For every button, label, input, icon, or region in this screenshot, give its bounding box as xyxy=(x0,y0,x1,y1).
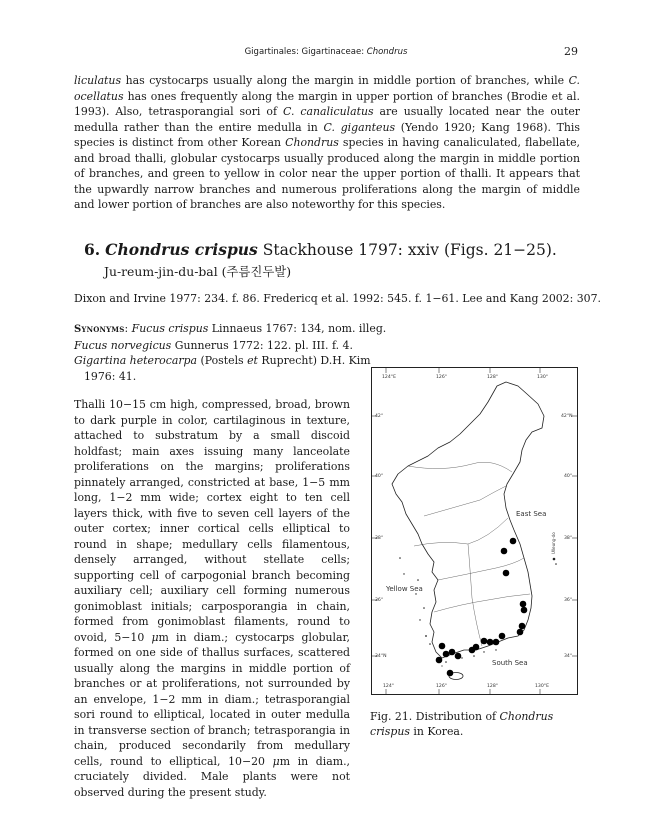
lat-label-right: 36° xyxy=(564,598,573,603)
section-number: 6. xyxy=(84,240,101,259)
yellow-sea-label: Yellow Sea xyxy=(386,585,423,593)
synonym-line xyxy=(74,338,364,354)
record-marker xyxy=(517,629,524,636)
species-heading xyxy=(84,240,557,259)
record-marker xyxy=(510,538,517,545)
lat-label-right: 40° xyxy=(564,474,573,479)
lon-label-bottom: 128° xyxy=(487,684,499,689)
intro-text: species in having canaliculated, flabellate, and broad thalli, globular cystocarps usually produced along the margin in middle portion of branches, and green to yellow in color near the upper portion of thalli. It appears that the upwardly narrow branches and numerous proliferations along the margin of middle and lower portion of branches are also noteworthy for this species. xyxy=(74,136,580,211)
intro-text: are usually located near the outer medulla rather than the entire medulla in xyxy=(74,105,580,134)
lon-label-top: 130° xyxy=(537,375,549,380)
running-head xyxy=(0,45,652,59)
intro-text: has ones frequently along the margin in upper portion of branches (Brodie et al. 1993). Also, tetrasporangial sori of xyxy=(74,89,580,118)
lat-label-left: 34°N xyxy=(375,654,387,659)
intro-taxon: C. canaliculatus xyxy=(283,105,374,118)
description-text: m in diam.; cystocarps globular, formed on one side of thallus surfaces, scattered usually along the margins in middle portion of branches or at proliferations, not surrounded by an envelope, 1−2 mm in diam.; tetrasporangial sori round to elliptical, located in outer medulla in transverse section of branch; tetrasporangia in chain, produced secondarily from medullary cells, round to elliptical, 10−20 xyxy=(74,630,350,768)
description-text: Thalli 10−15 cm high, compressed, broad, brown to dark purple in color, cartilaginous in texture, attached to substratum by a small discoid holdfast; main axes issuing many lanceolate proliferations on the margins; proliferations pinnately arranged, constricted at base, 1−5 mm long, 1−2 mm wide; cortex eight to ten cell layers thick, with five to seven cell layers of the outer cortex; inner cortical cells elliptical to round in shape; medullary cells filamentous, densely arranged, without stellate cells; supporting cell of carpogonial branch becoming auxiliary cell; auxiliary cell forming numerous gonimoblast initials; carposporangia in chain, formed from gonimoblast filaments, round to ovoid, 5−10 xyxy=(74,398,350,644)
lat-label-left: 42° xyxy=(375,414,384,419)
synonyms xyxy=(74,321,387,384)
lat-label-right: 34° xyxy=(564,654,573,659)
synonym-citation: Ruprecht) D.H. Kim xyxy=(257,354,371,367)
intro-taxon: C. ocellatus xyxy=(74,74,580,103)
record-marker xyxy=(521,607,528,614)
intro-taxon: C. giganteus xyxy=(323,120,396,134)
record-markers xyxy=(436,538,528,677)
record-marker xyxy=(455,653,462,660)
ulleung-label: Ulleung-do xyxy=(551,532,556,554)
synonym-line: Synonyms: Fucus crispus Linnaeus 1767: 134, nom. illeg. xyxy=(74,322,387,335)
references: Dixon and Irvine 1977: 234. f. 86. Fredericq et al. 1992: 545. f. 1−61. Lee and Kang 2002: 307. xyxy=(74,292,601,305)
lon-label-top: 124°E xyxy=(382,375,396,380)
record-marker xyxy=(481,638,488,645)
running-genus: Chondrus xyxy=(366,47,408,57)
record-marker xyxy=(447,670,454,677)
synonyms-label: Synonyms xyxy=(74,324,125,335)
record-marker xyxy=(449,649,456,656)
lat-label-right: 42°N xyxy=(561,414,573,419)
synonym-line xyxy=(74,353,371,369)
mu-symbol: μ xyxy=(151,630,159,644)
mu-symbol: μ xyxy=(272,754,280,768)
record-marker xyxy=(443,651,450,658)
record-marker xyxy=(493,639,500,646)
synonym-line: 1976: 41. xyxy=(84,369,137,383)
lon-label-top: 128° xyxy=(487,375,499,380)
running-title: Gigartinales: Gigartinaceae: Chondrus xyxy=(244,47,408,57)
synonym-citation: Gunnerus 1772: 122. pl. III. f. 4. xyxy=(171,338,353,352)
record-marker xyxy=(487,639,494,646)
lat-label-right: 38° xyxy=(564,536,573,541)
synonym-et: et xyxy=(247,354,258,367)
description-text: m in diam., cruciately divided. Male plants were not observed during the present study. xyxy=(74,754,351,799)
species-authority: Stackhouse 1797: xxiv (Figs. 21−25). xyxy=(257,241,557,259)
synonym-citation: (Postels xyxy=(197,354,248,367)
record-marker xyxy=(520,601,527,608)
synonym-name: Gigartina heterocarpa xyxy=(74,354,197,367)
province-borders xyxy=(408,462,530,646)
lat-label-left: 40° xyxy=(375,474,384,479)
intro-text: has cystocarps usually along the margin in middle portion of branches, while xyxy=(121,74,569,87)
species-description xyxy=(74,397,350,800)
record-marker xyxy=(519,623,526,630)
lat-label-left: 38° xyxy=(375,536,384,541)
figure-caption xyxy=(370,709,582,739)
caption-text: Fig. 21. Distribution of xyxy=(370,710,500,723)
lat-label-left: 36° xyxy=(375,598,384,603)
korean-name: Ju-reum-jin-du-bal (주름진두발) xyxy=(104,264,292,279)
south-sea-label: South Sea xyxy=(492,659,528,667)
synonym-name: Fucus norvegicus xyxy=(74,338,172,352)
intro-taxon: Chondrus xyxy=(285,136,339,149)
intro-paragraph xyxy=(74,73,580,213)
korea-map-svg xyxy=(372,368,577,694)
lon-label-top: 126° xyxy=(436,375,448,380)
lon-label-bottom: 124° xyxy=(383,684,395,689)
islands xyxy=(399,557,557,679)
caption-species: Chondrus crispus xyxy=(370,710,554,738)
lon-label-bottom: 130°E xyxy=(535,684,549,689)
page-number: 29 xyxy=(564,45,578,58)
species-name: Chondrus crispus xyxy=(105,240,258,259)
record-marker xyxy=(503,570,510,577)
intro-taxon: liculatus xyxy=(74,74,122,87)
korea-coastline xyxy=(392,382,547,658)
synonym-name: Fucus crispus xyxy=(131,322,209,335)
distribution-map xyxy=(371,367,578,695)
synonym-citation: Linnaeus 1767: 134, nom. illeg. xyxy=(208,322,387,335)
intro-text: (Yendo 1920; Kang 1968). This species is distinct from other Korean xyxy=(74,120,581,149)
record-marker xyxy=(499,633,506,640)
record-marker xyxy=(439,643,446,650)
record-marker xyxy=(436,657,443,664)
lon-label-bottom: 126° xyxy=(436,684,448,689)
record-marker xyxy=(501,548,508,555)
caption-text: in Korea. xyxy=(409,725,464,738)
east-sea-label: East Sea xyxy=(516,510,547,518)
record-marker xyxy=(469,647,476,654)
